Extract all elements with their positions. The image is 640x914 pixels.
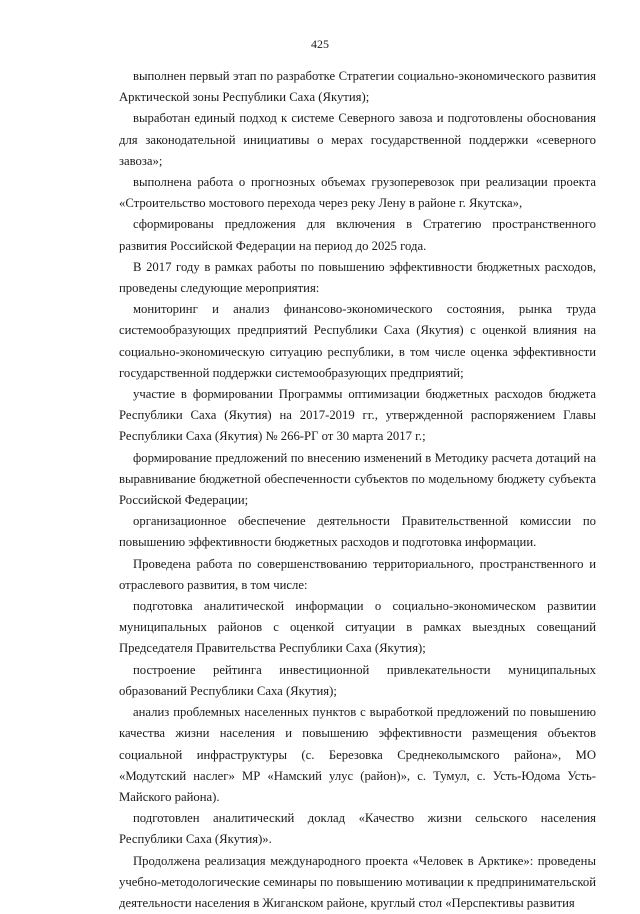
paragraph: Проведена работа по совершенствованию территориального, пространственного и отраслевого развития, в том числе: bbox=[119, 556, 596, 592]
document-body bbox=[119, 66, 596, 914]
paragraph: построение рейтинга инвестиционной привлекательности муниципальных образований Республики Саха (Якутия); bbox=[119, 662, 596, 698]
paragraph: выполнен первый этап по разработке Стратегии социально-экономического развития Арктической зоны Республики Саха (Якутия); bbox=[119, 69, 596, 105]
paragraph: подготовка аналитической информации о социально-экономическом развитии муниципальных районов с оценкой ситуации в рамках выездных совещаний Председателя Правительства Республики Саха (Якутия); bbox=[119, 599, 596, 656]
paragraph: Продолжена реализация международного проекта «Человек в Арктике»: проведены учебно-методологические семинары по повышению мотивации к предпринимательской деятельности населения в Жиганском районе, круглый стол «Перспективы развития bbox=[119, 853, 596, 910]
paragraph: организационное обеспечение деятельности Правительственной комиссии по повышению эффективности бюджетных расходов и подготовка информации. bbox=[119, 514, 596, 550]
paragraph: сформированы предложения для включения в Стратегию пространственного развития Российской Федерации на период до 2025 года. bbox=[119, 217, 596, 253]
page-number: 425 bbox=[311, 37, 329, 51]
paragraph: формирование предложений по внесению изменений в Методику расчета дотаций на выравнивание бюджетной обеспеченности субъектов по модельному бюджету субъекта Российской Федерации; bbox=[119, 450, 596, 508]
paragraph: подготовлен аналитический доклад «Качество жизни сельского населения Республики Саха (Якутия)». bbox=[119, 811, 596, 847]
paragraph: участие в формировании Программы оптимизации бюджетных расходов бюджета Республики Саха (Якутия) на 2017-2019 гг., утвержденной распоряжением Главы Республики Саха (Якутия) № 266-РГ от 30 марта 2017 г.; bbox=[119, 387, 596, 444]
paragraph: мониторинг и анализ финансово-экономического состояния, рынка труда системообразующих предприятий Республики Саха (Якутия) с оценкой влияния на социально-экономическую ситуацию республики, в том числе оценка эффективности государственной поддержки системообразующих предприятий; bbox=[119, 302, 596, 380]
paragraph: анализ проблемных населенных пунктов с выработкой предложений по повышению качества жизни населения и повышению эффективности размещения объектов социальной инфраструктуры (с. Березовка Среднеколымского района», МО «Модутский наслег» МР «Намский улус (район)», с. Тумул, с. Усть-Юдома Усть-Майского района). bbox=[119, 705, 596, 804]
paragraph: выполнена работа о прогнозных объемах грузоперевозок при реализации проекта «Строительство мостового перехода через реку Лену в районе г. Якутска», bbox=[119, 175, 596, 211]
paragraph: выработан единый подход к системе Северного завоза и подготовлены обоснования для законодательной инициативы о мерах государственной поддержки «северного завоза»; bbox=[119, 111, 596, 168]
paragraph: В 2017 году в рамках работы по повышению эффективности бюджетных расходов, проведены следующие мероприятия: bbox=[119, 259, 596, 296]
